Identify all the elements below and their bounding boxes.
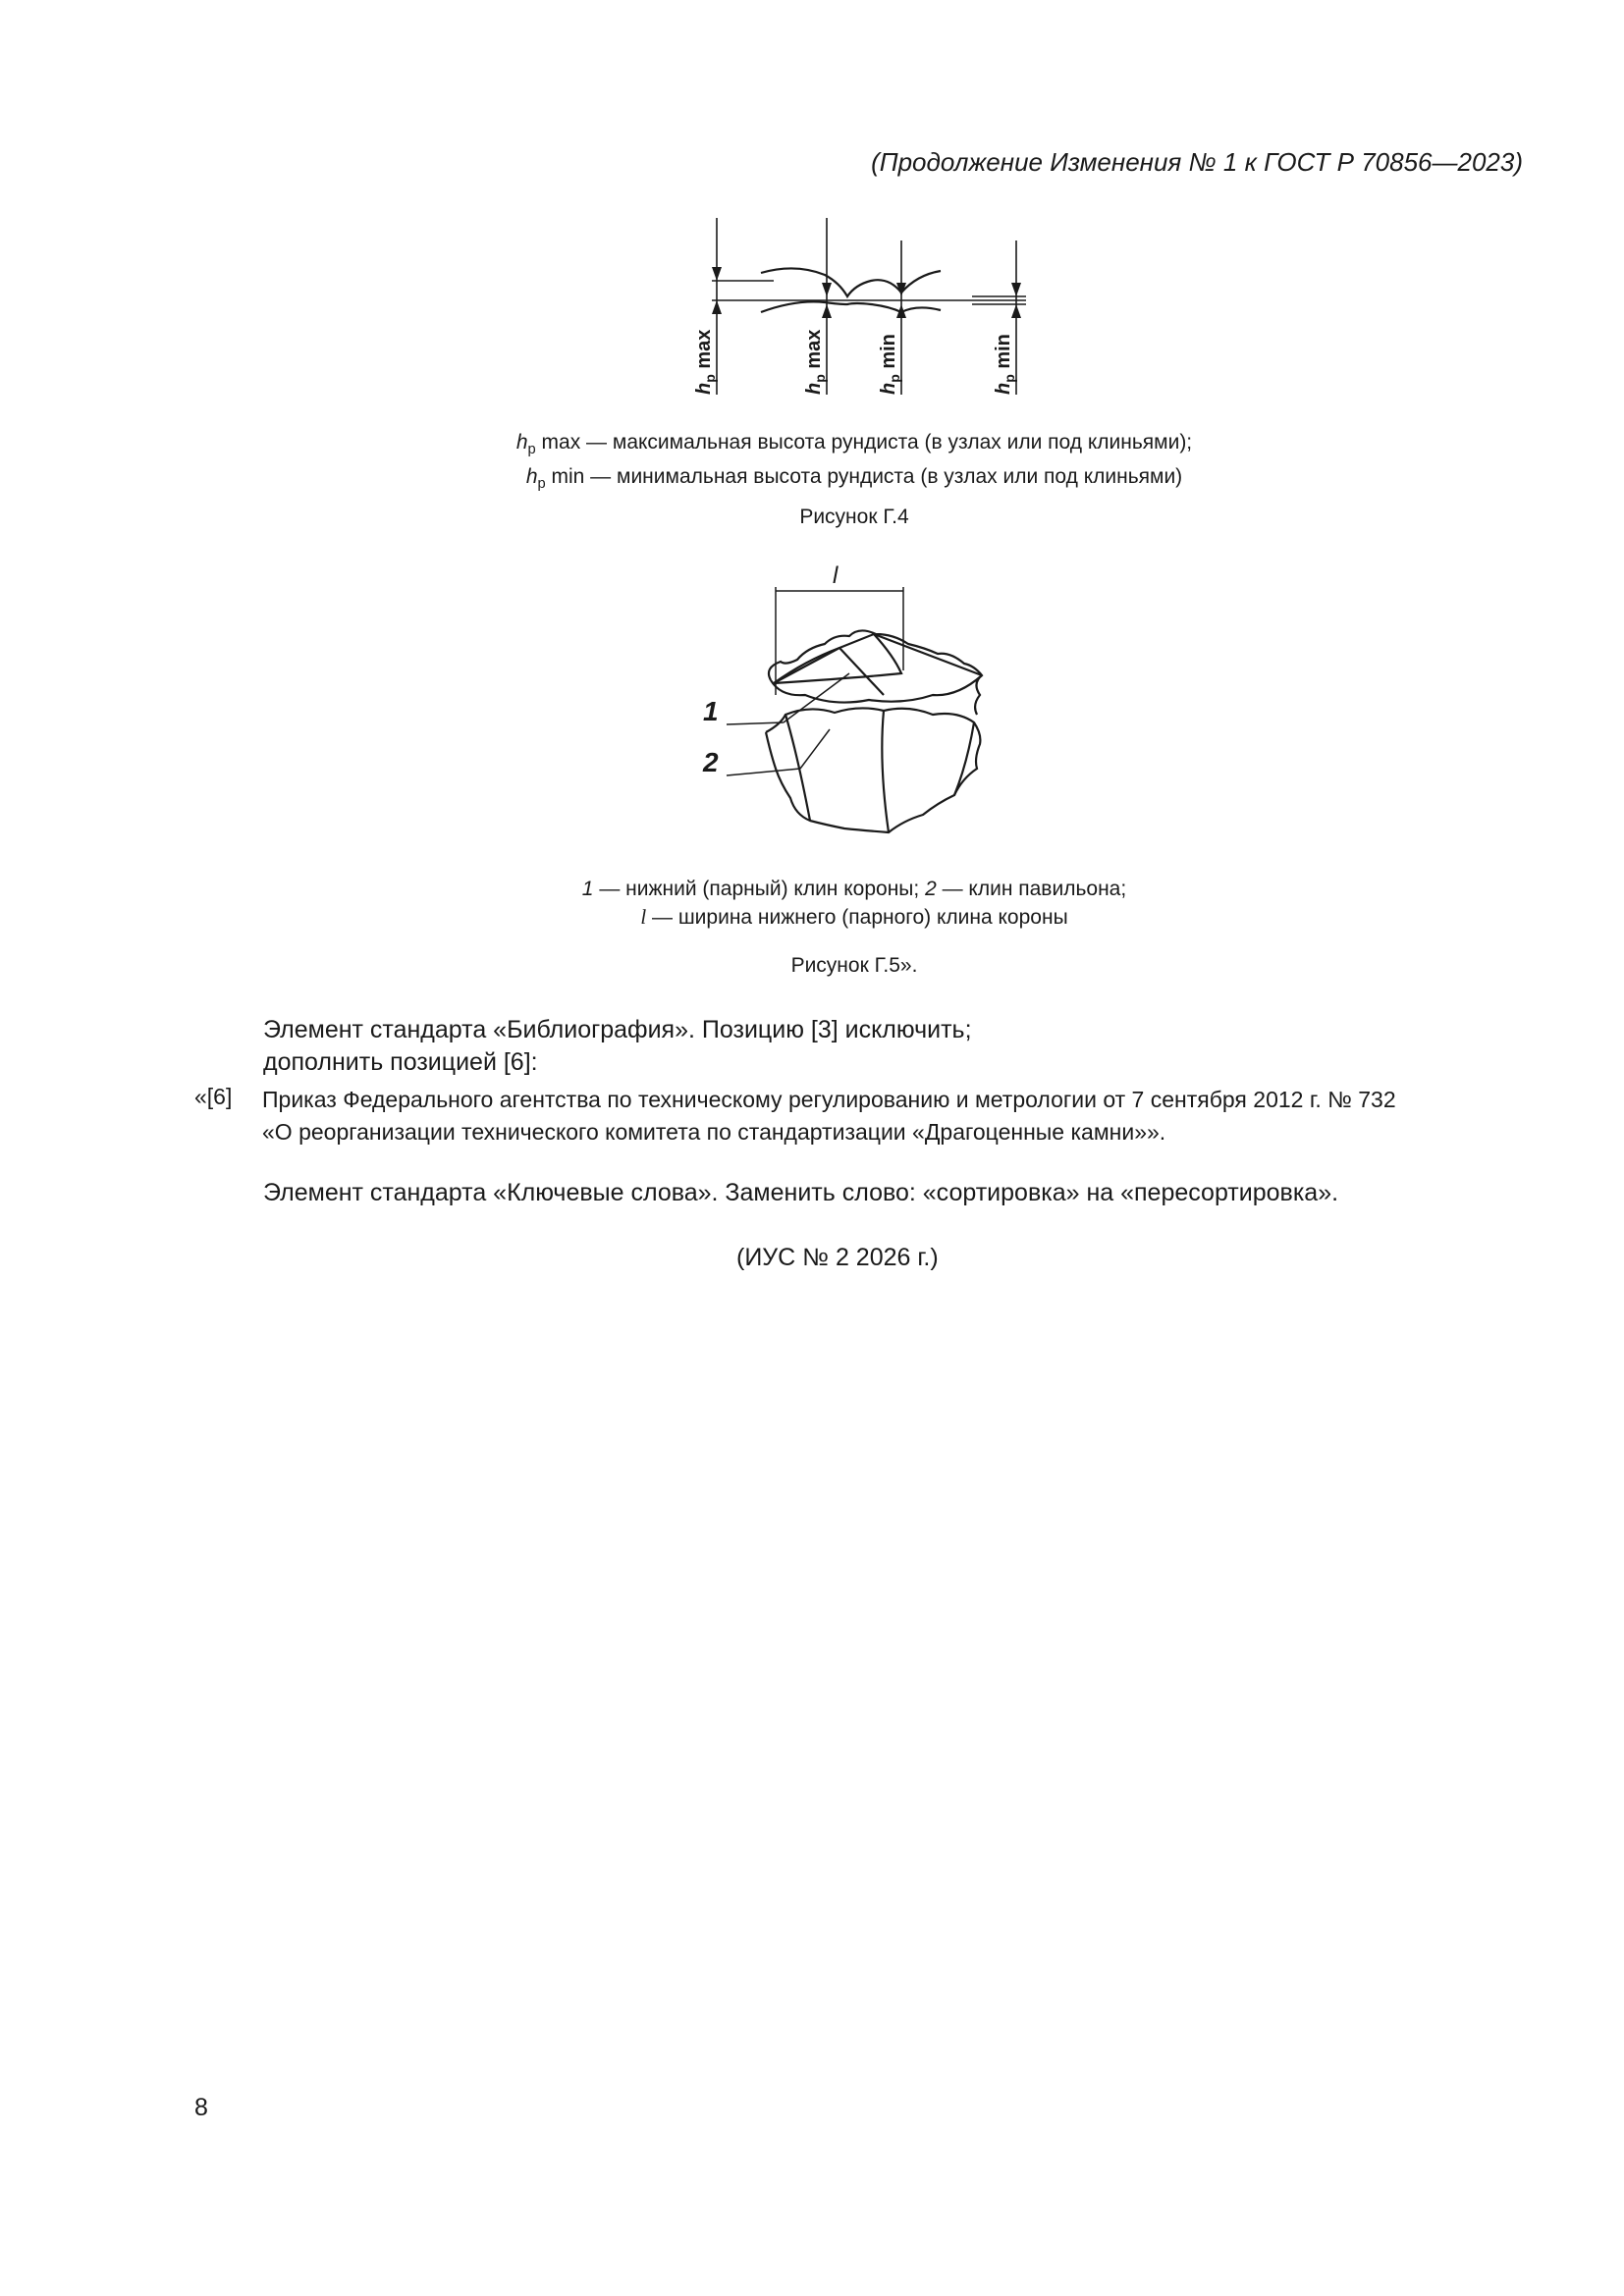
figure-g4-drawing xyxy=(677,206,1051,407)
label-hp-max-2: $h_p$ max xyxy=(803,329,828,395)
label-hp-min-1: $h_p$ min xyxy=(878,334,902,395)
callout-2: 2 xyxy=(703,747,719,777)
pavilion-outline xyxy=(766,708,980,832)
label-hp-min-2: $h_p$ min xyxy=(993,334,1017,395)
figure-g5-title: Рисунок Г.5». xyxy=(790,954,918,977)
ius-reference: (ИУС № 2 2026 г.) xyxy=(736,1244,939,1271)
header-continuation: (Продолжение Изменения № 1 к ГОСТ Р 70856—2023) xyxy=(871,147,1523,177)
legend-line-width: l — ширина нижнего (парного) клина короны xyxy=(640,905,1068,929)
dimension-l-label: l xyxy=(833,562,839,589)
callout-1: 1 xyxy=(703,696,719,726)
legend-line-hp-max: $h_р$ max — максимальная высота рундиста (в узлах или под клиньями); xyxy=(515,431,1193,458)
bibliography-add-paragraph: дополнить позицией [6]: xyxy=(263,1048,538,1076)
figure-g4-legend xyxy=(0,429,1624,498)
girdle-lower-contour xyxy=(761,301,941,312)
reference-line-1: Приказ Федерального агентства по техническому регулированию и метрологии от 7 сентября 2012 г. № 732 xyxy=(262,1087,1396,1112)
reference-label: «[6] xyxy=(194,1084,233,1109)
figure-g4-title: Рисунок Г.4 xyxy=(799,506,909,528)
figure-g5-drawing xyxy=(687,558,1041,862)
reference-line-2: «О реорганизации технического комитета по стандартизации «Драгоценные камни»». xyxy=(262,1119,1166,1145)
legend-line-wedges: 1 — нижний (парный) клин короны; 2 — клин павильона; xyxy=(581,878,1127,900)
crown-outline xyxy=(769,630,982,715)
keywords-paragraph: Элемент стандарта «Ключевые слова». Заменить слово: «сортировка» на «пересортировка». xyxy=(263,1179,1339,1206)
reference-text xyxy=(262,1084,1396,1148)
label-hp-max-1: $h_p$ max xyxy=(693,329,718,395)
page-number: 8 xyxy=(194,2094,208,2121)
legend-line-hp-min: $h_р$ min — минимальная высота рундиста (в узлах или под клиньями) xyxy=(525,465,1183,493)
figure-g5-legend xyxy=(0,876,1624,932)
girdle-upper-contour xyxy=(761,268,941,296)
bibliography-paragraph: Элемент стандарта «Библиография». Позицию [3] исключить; xyxy=(263,1016,972,1043)
